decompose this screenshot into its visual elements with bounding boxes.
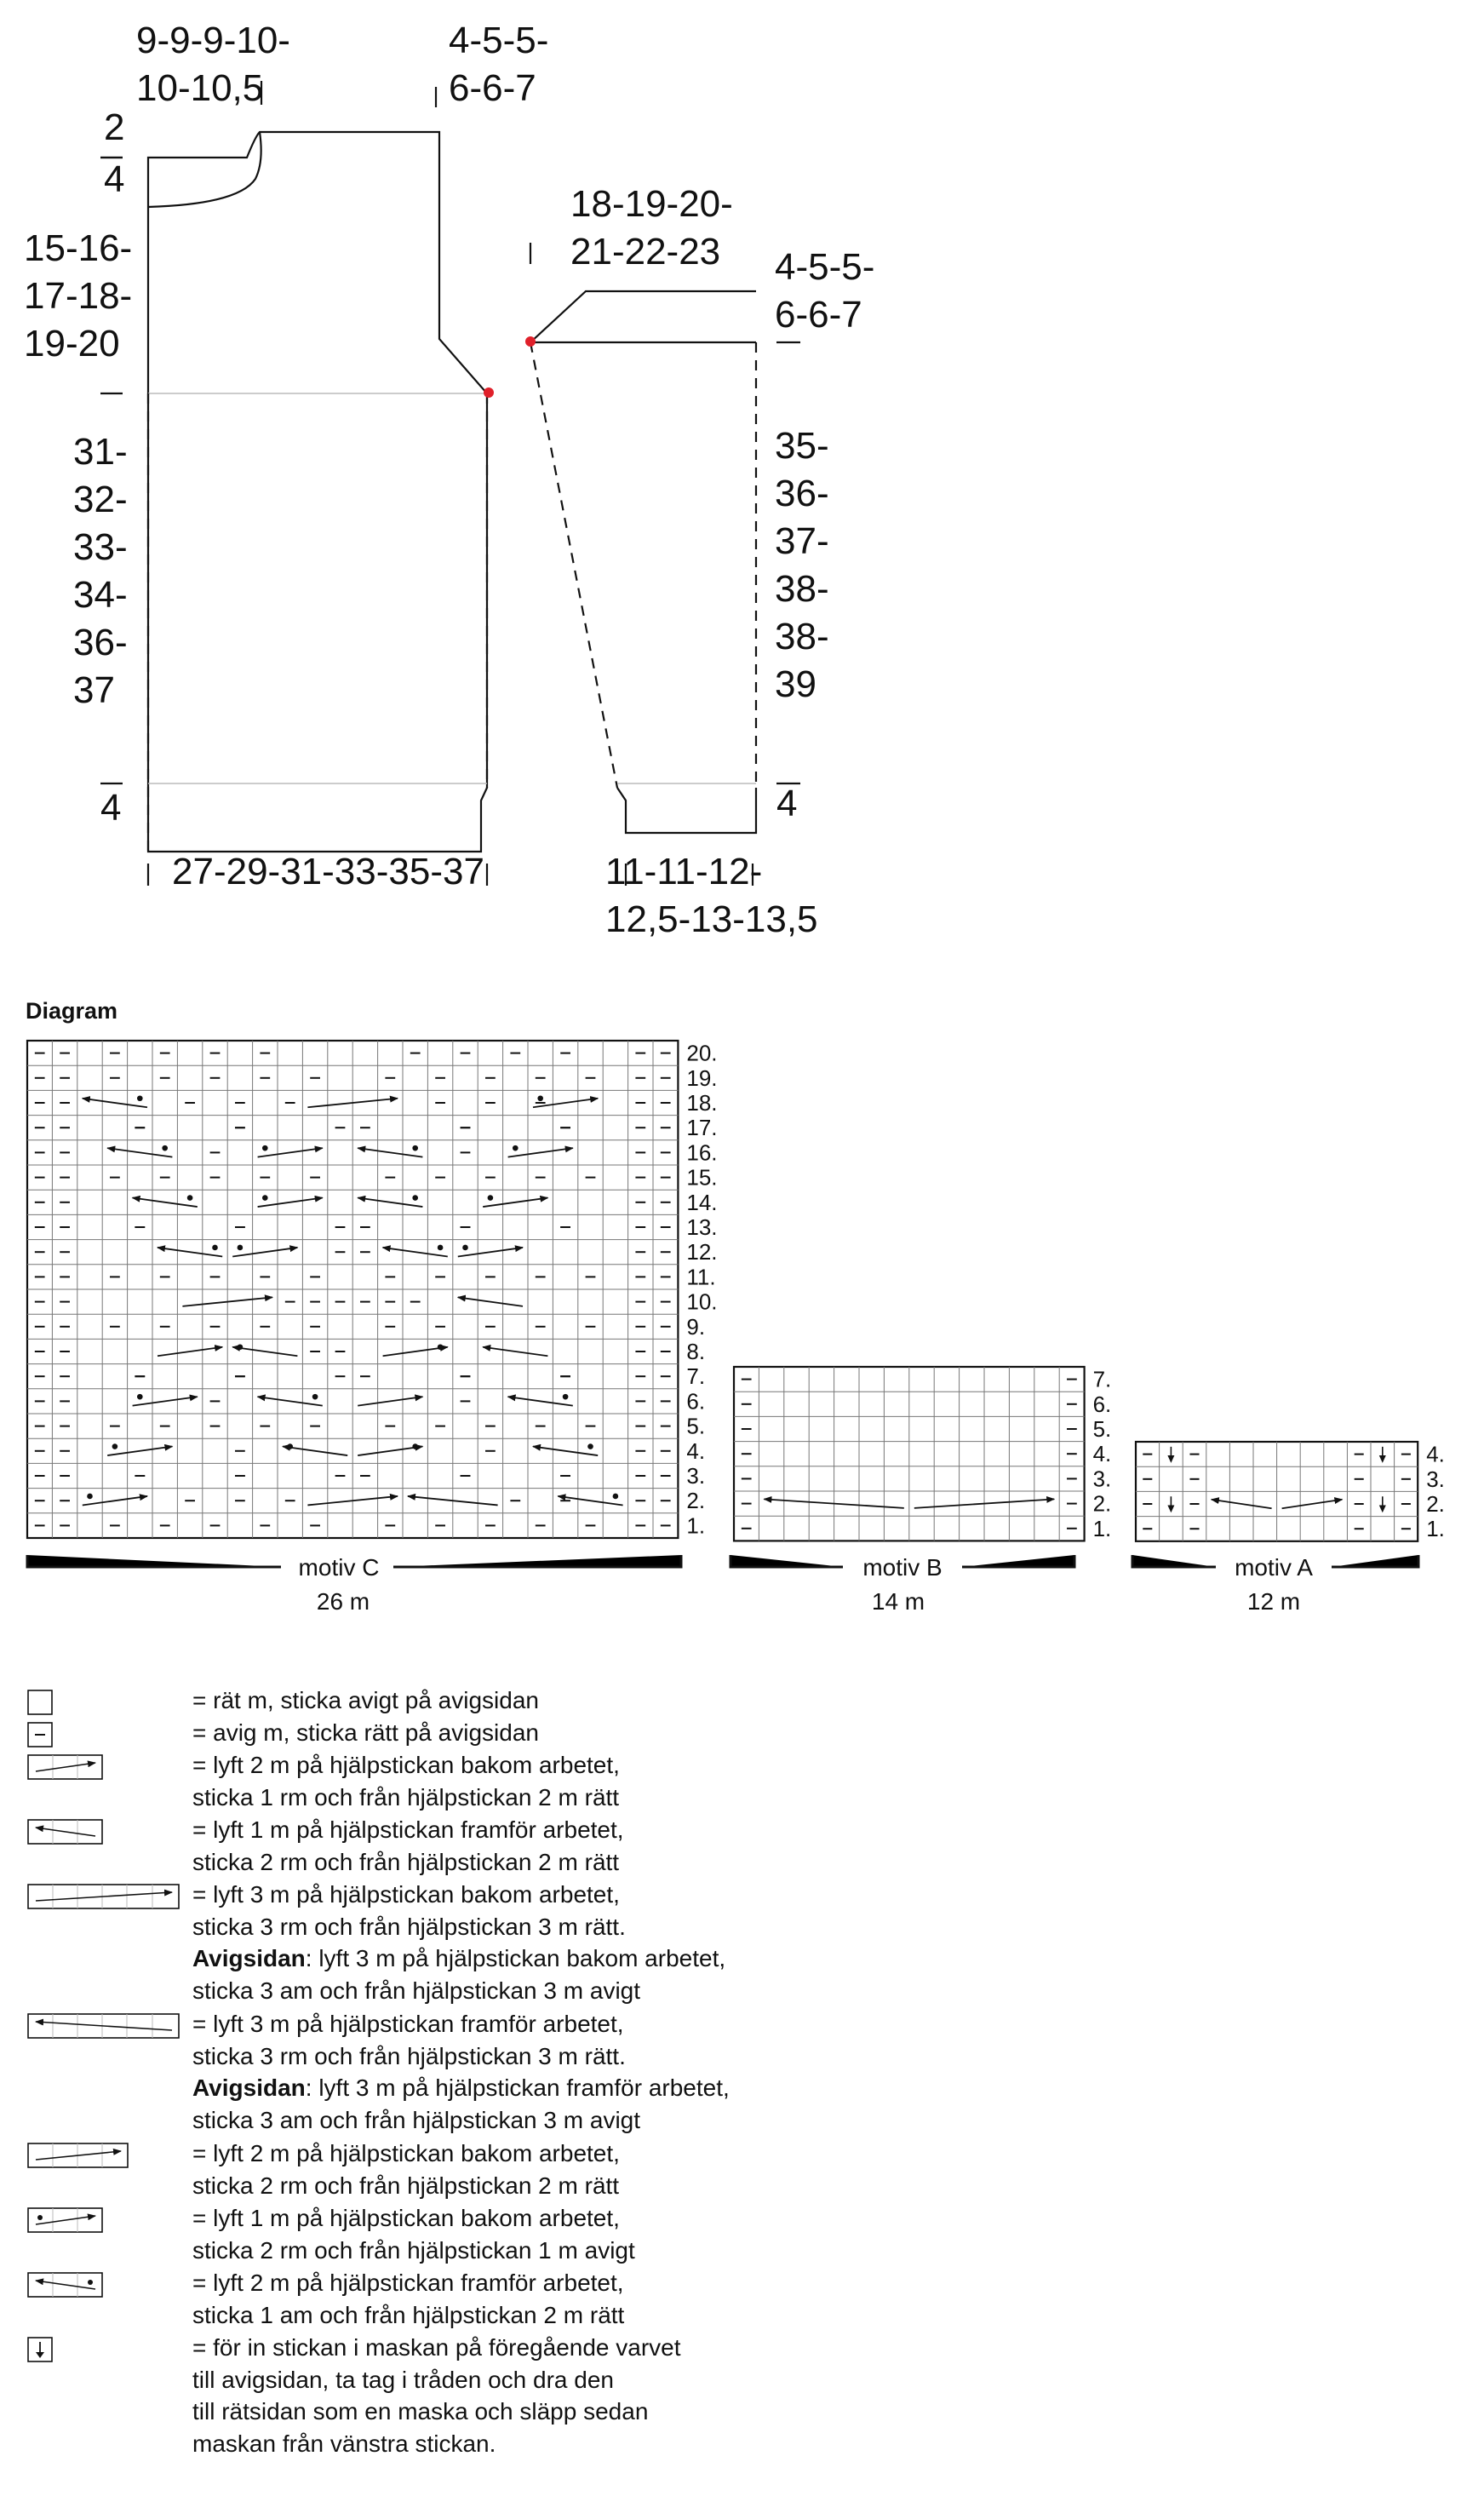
row-label: 8. (686, 1339, 706, 1364)
body-outline (148, 132, 487, 852)
sleeve-schematic (530, 291, 756, 833)
legend-text: = lyft 2 m på hjälpstickan framför arbetet, sticka 1 am och från hjälpstickan 2 m rätt (192, 2270, 625, 2328)
chart-motif-b (734, 1367, 1111, 1541)
row-label: 11. (686, 1264, 716, 1290)
legend-text: = lyft 1 m på hjälpstickan bakom arbetet, sticka 2 rm och från hjälpstickan 1 m avigt (192, 2205, 635, 2264)
row-label: 1. (1426, 1516, 1445, 1542)
row-label: 1. (1092, 1515, 1112, 1541)
sleeve-marker-dot (525, 336, 536, 347)
legend-text: = lyft 3 m på hjälpstickan framför arbetet, sticka 3 rm och från hjälpstickan 3 m rätt. Avigsidan: lyft 3 m på hjälpstickan framför arbetet, sticka 3 am och från hjälpstickan 3 m avigt (192, 2011, 730, 2133)
front-neck-curve (148, 132, 261, 207)
purl-dot-mark (412, 1443, 418, 1449)
purl-dot-mark (438, 1344, 444, 1350)
sleeve-cuff (617, 788, 756, 833)
sleeve-top-width-label: 18-19-20-21-22-23 (570, 183, 733, 273)
purl-dot-mark (212, 1245, 218, 1251)
purl-dot-mark (587, 1443, 593, 1449)
row-label: 3. (1426, 1466, 1445, 1492)
purl-dot-mark (537, 1095, 543, 1101)
body-width-label: 27-29-31-33-35-37 (172, 851, 484, 892)
row-label: 12. (686, 1239, 718, 1265)
purl-dot-mark (412, 1145, 418, 1151)
knit-stitch-icon (27, 1690, 54, 1717)
cable-right-purl-icon (27, 2207, 106, 2235)
legend-text: = lyft 2 m på hjälpstickan bakom arbetet, sticka 2 rm och från hjälpstickan 2 m rätt (192, 2140, 620, 2199)
row-label: 5. (1092, 1416, 1112, 1442)
purl-dot-mark (162, 1145, 168, 1151)
row-label: 13. (686, 1214, 718, 1240)
motif-b-stitches: 14 m (871, 1588, 925, 1615)
motif-c-label: motiv C (298, 1554, 380, 1581)
row-label: 14. (686, 1189, 718, 1215)
neck-width-label: 9-9-9-10-10-10,5 (136, 20, 290, 109)
motif-a-label: motiv A (1235, 1554, 1313, 1581)
row-label: 2. (1426, 1491, 1445, 1517)
purl-dot-mark (262, 1145, 268, 1151)
row-label: 1. (686, 1512, 706, 1539)
row-label: 19. (686, 1064, 718, 1091)
row-label: 15. (686, 1164, 718, 1191)
row-label: 5. (686, 1413, 706, 1439)
row-label: 7. (686, 1363, 706, 1390)
sleeve-cap-height-label: 4-5-5-6-6-7 (775, 246, 875, 336)
purl-dot-mark (513, 1145, 519, 1151)
motif-c-stitches: 26 m (316, 1588, 370, 1615)
purl-dot-mark (238, 1245, 244, 1251)
sleeve-inner-dashed (530, 342, 617, 788)
chart-motif-c (27, 1041, 718, 1539)
body-dimension-ticks (100, 81, 487, 886)
legend-text: = avig m, sticka rätt på avigsidan (192, 1719, 539, 1746)
motif-brackets (27, 1555, 1418, 1567)
legend-text: = lyft 3 m på hjälpstickan bakom arbetet, sticka 3 rm och från hjälpstickan 3 m rätt. Avigsidan: lyft 3 m på hjälpstickan bakom arbetet, sticka 3 am och från hjälpstickan 3 m avigt (192, 1881, 726, 2004)
purl-dot-mark (563, 1394, 569, 1400)
sleeve-rib-height-label: 4 (776, 783, 798, 824)
body-schematic (148, 132, 487, 852)
sleeve-length-label: 35-36-37-38-38-39 (775, 425, 829, 705)
diagram-title: Diagram (26, 998, 118, 1024)
row-label: 20. (686, 1040, 718, 1066)
motif-b-label: motiv B (862, 1554, 943, 1581)
sleeve-dimension-ticks (530, 243, 800, 886)
armhole-height-label: 15-16-17-18-19-20 (24, 227, 133, 364)
row-label: 4. (1426, 1441, 1445, 1467)
row-label: 4. (1092, 1441, 1112, 1467)
neck-depth-label: 2 4 (104, 106, 125, 200)
cable-left-purl-icon (27, 2272, 106, 2299)
purl-dot-mark (262, 1195, 268, 1201)
legend-text: = lyft 1 m på hjälpstickan framför arbetet, sticka 2 rm och från hjälpstickan 2 m rätt (192, 1816, 624, 1875)
row-label: 17. (686, 1115, 718, 1141)
row-label: 3. (1092, 1466, 1112, 1492)
purl-dot-mark (287, 1443, 293, 1449)
purl-dot-mark (87, 1494, 93, 1500)
legend-text: = lyft 2 m på hjälpstickan bakom arbetet, sticka 1 rm och från hjälpstickan 2 m rätt (192, 1752, 620, 1811)
cable-left-3-icon (27, 1819, 106, 1846)
purl-dot-mark (137, 1394, 143, 1400)
row-label: 9. (686, 1313, 706, 1340)
chart-motif-a (1136, 1442, 1445, 1542)
row-label: 2. (686, 1488, 706, 1514)
row-label: 6. (1092, 1391, 1112, 1417)
row-label: 2. (1092, 1490, 1112, 1517)
sleeve-cap (530, 291, 756, 342)
cable-right-4-icon (27, 2143, 131, 2170)
purl-dot-mark (438, 1245, 444, 1251)
purl-dot-mark (613, 1494, 619, 1500)
purl-dot-mark (312, 1394, 318, 1400)
purl-dot-mark (187, 1195, 193, 1201)
motif-a-stitches: 12 m (1246, 1588, 1301, 1615)
purl-dot-mark (462, 1245, 468, 1251)
purl-dot-mark (137, 1095, 143, 1101)
down-arrow-stitch-icon (27, 2337, 54, 2364)
row-label: 4. (686, 1438, 706, 1464)
purl-dot-mark (238, 1344, 244, 1350)
purl-stitch-icon (27, 1722, 54, 1749)
row-label: 10. (686, 1288, 718, 1315)
armhole-marker-dot (484, 387, 494, 398)
body-length-label: 31-32-33-34-36-37 (73, 431, 128, 711)
cable-left-6-icon (27, 2013, 182, 2040)
legend-text: = rät m, sticka avigt på avigsidan (192, 1687, 539, 1713)
shoulder-width-label: 4-5-5-6-6-7 (449, 20, 549, 109)
row-label: 3. (686, 1463, 706, 1489)
body-rib-height-label: 4 (100, 787, 122, 829)
purl-dot-mark (412, 1195, 418, 1201)
row-label: 16. (686, 1139, 718, 1166)
cable-right-3-icon (27, 1754, 106, 1782)
row-label: 18. (686, 1090, 718, 1116)
row-label: 6. (686, 1388, 706, 1415)
purl-dot-mark (488, 1195, 494, 1201)
cable-right-6-icon (27, 1884, 182, 1911)
row-label: 7. (1092, 1366, 1112, 1392)
purl-dot-mark (112, 1443, 118, 1449)
legend-text: = för in stickan i maskan på föregående varvet till avigsidan, ta tag i tråden och dra den till rätsidan som en maska och släpp sedan maskan från vänstra stickan. (192, 2334, 681, 2457)
sleeve-cuff-width-label: 11-11-12-12,5-13-13,5 (605, 851, 818, 940)
